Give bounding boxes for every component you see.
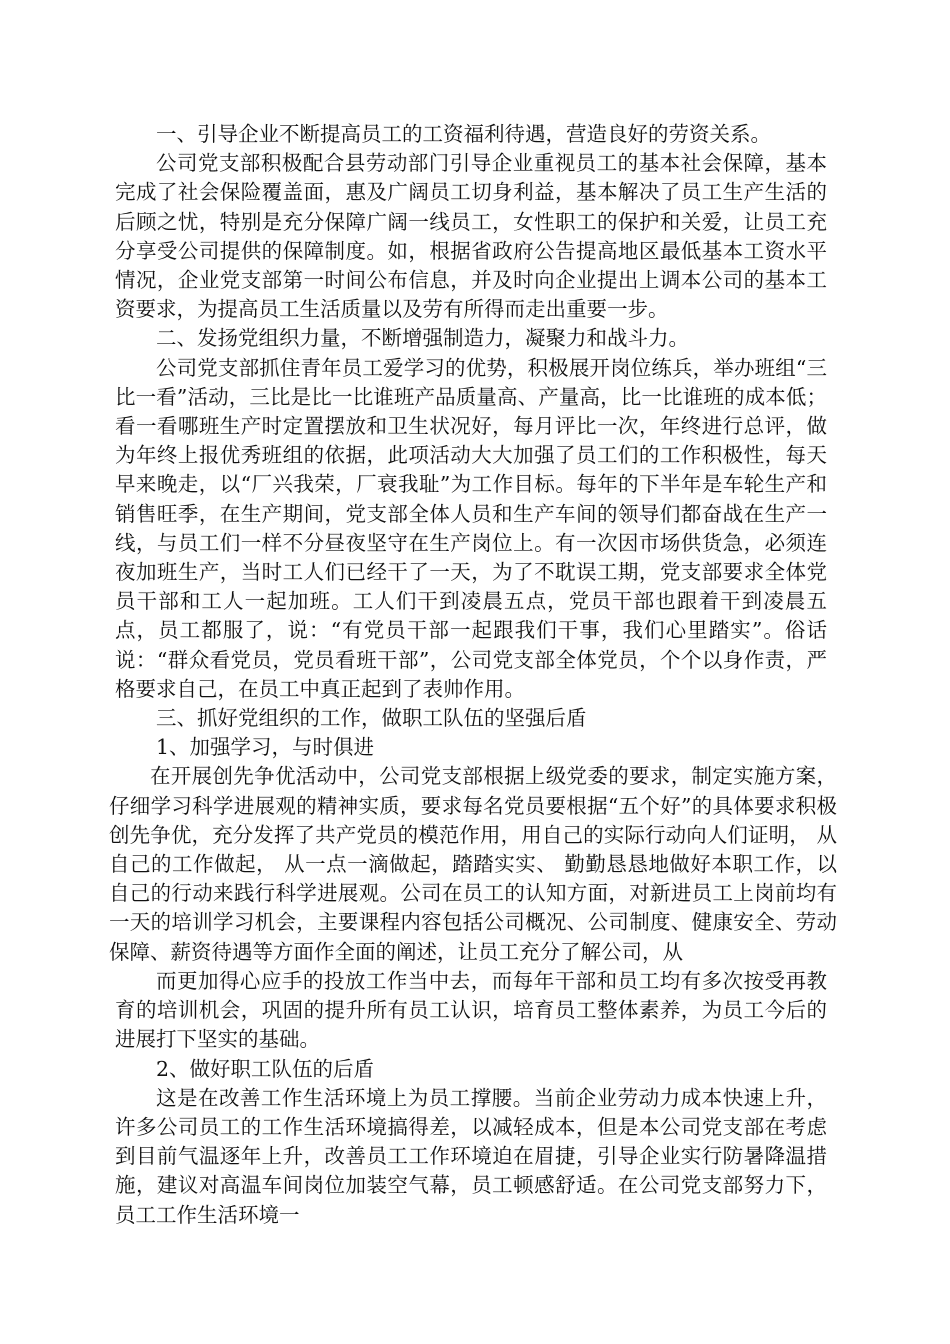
- paragraph-work-environment: 这是在改善工作生活环境上为员工撑腰。当前企业劳动力成本快速上升，许多公司员工的工作生活环境搞得差，以减轻成本，但是本公司党支部在考虑到目前气温逐年上升，改善员工工作环境迫在眉捷，引导企业实行防暑降温措施，建议对高温车间岗位加装空气幕，员工顿感舒适。在公司党支部努力下，员工工作生活环境一: [115, 1085, 827, 1227]
- subheading-study: 1、加强学习，与时俱进: [156, 735, 375, 760]
- heading-section-3: 三、抓好党组织的工作，做职工队伍的坚强后盾: [156, 706, 587, 731]
- subheading-backing: 2、做好职工队伍的后盾: [156, 1056, 375, 1081]
- paragraph-study-training: 在开展创先争优活动中，公司党支部根据上级党委的要求，制定实施方案，仔细学习科学进展观的精神实质，要求每名党员要根据“五个好”的具体要求积极创先争优，充分发挥了共产党员的模范作用，用自己的实际行动向人们证明， 从自己的工作做起， 从一点一滴做起，踏踏实实、 勤勤恳恳地做好本职工作，以自己的行动来践行科学进展观。公司在员工的认知方面，对新进员工上岗前均有一天的培训学习机会，主要课程内容包括公司概况、公司制度、健康安全、劳动保障、薪资待遇等方面作全面的阐述，让员工充分了解公司，从: [109, 764, 837, 964]
- paragraph-team-competition: 公司党支部抓住青年员工爱学习的优势，积极展开岗位练兵，举办班组“三比一看”活动，三比是比一比谁班产品质量高、产量高，比一比谁班的成本低；看一看哪班生产时定置摆放和卫生状况好，每月评比一次，年终进行总评，做为年终上报优秀班组的依据，此项活动大大加强了员工们的工作积极性，每天早来晚走，以“厂兴我荣，厂衰我耻”为工作目标。每年的下半年是车轮生产和销售旺季，在生产期间，党支部全体人员和生产车间的领导们都奋战在生产一线，与员工们一样不分昼夜坚守在生产岗位上。有一次因市场供货急，必须连夜加班生产，当时工人们已经干了一天，为了不耽误工期，党支部要求全体党员干部和工人一起加班。工人们干到凌晨五点，党员干部也跟着干到凌晨五点，员工都服了，说：“有党员干部一起跟我们干事，我们心里踏实”。俗话说：“群众看党员，党员看班干部”，公司党支部全体党员，个个以身作责，严格要求自己，在员工中真正起到了表帅作用。: [115, 355, 827, 701]
- paragraph-wage-security: 公司党支部积极配合县劳动部门引导企业重视员工的基本社会保障，基本完成了社会保险覆盖面，惠及广阔员工切身利益，基本解决了员工生产生活的后顾之忧，特别是充分保障广阔一线员工，女性职工的保护和关爱，让员工充分享受公司提供的保障制度。如，根据省政府公告提高地区最低基本工资水平情况，企业党支部第一时间公布信息，并及时向企业提出上调本公司的基本工资要求，为提高员工生活质量以及劳有所得而走出重要一步。: [115, 151, 827, 322]
- paragraph-continued-training: 而更加得心应手的投放工作当中去，而每年干部和员工均有多次按受再教育的培训机会，巩固的提升所有员工认识，培育员工整体素养，为员工今后的进展打下坚实的基础。: [115, 968, 827, 1052]
- document-page: [109, 120, 837, 1230]
- heading-section-2: 二、发扬党组织力量，不断增强制造力，凝聚力和战斗力。: [156, 326, 689, 351]
- heading-section-1: 一、引导企业不断提高员工的工资福利待遇，营造良好的劳资关系。: [156, 122, 771, 146]
